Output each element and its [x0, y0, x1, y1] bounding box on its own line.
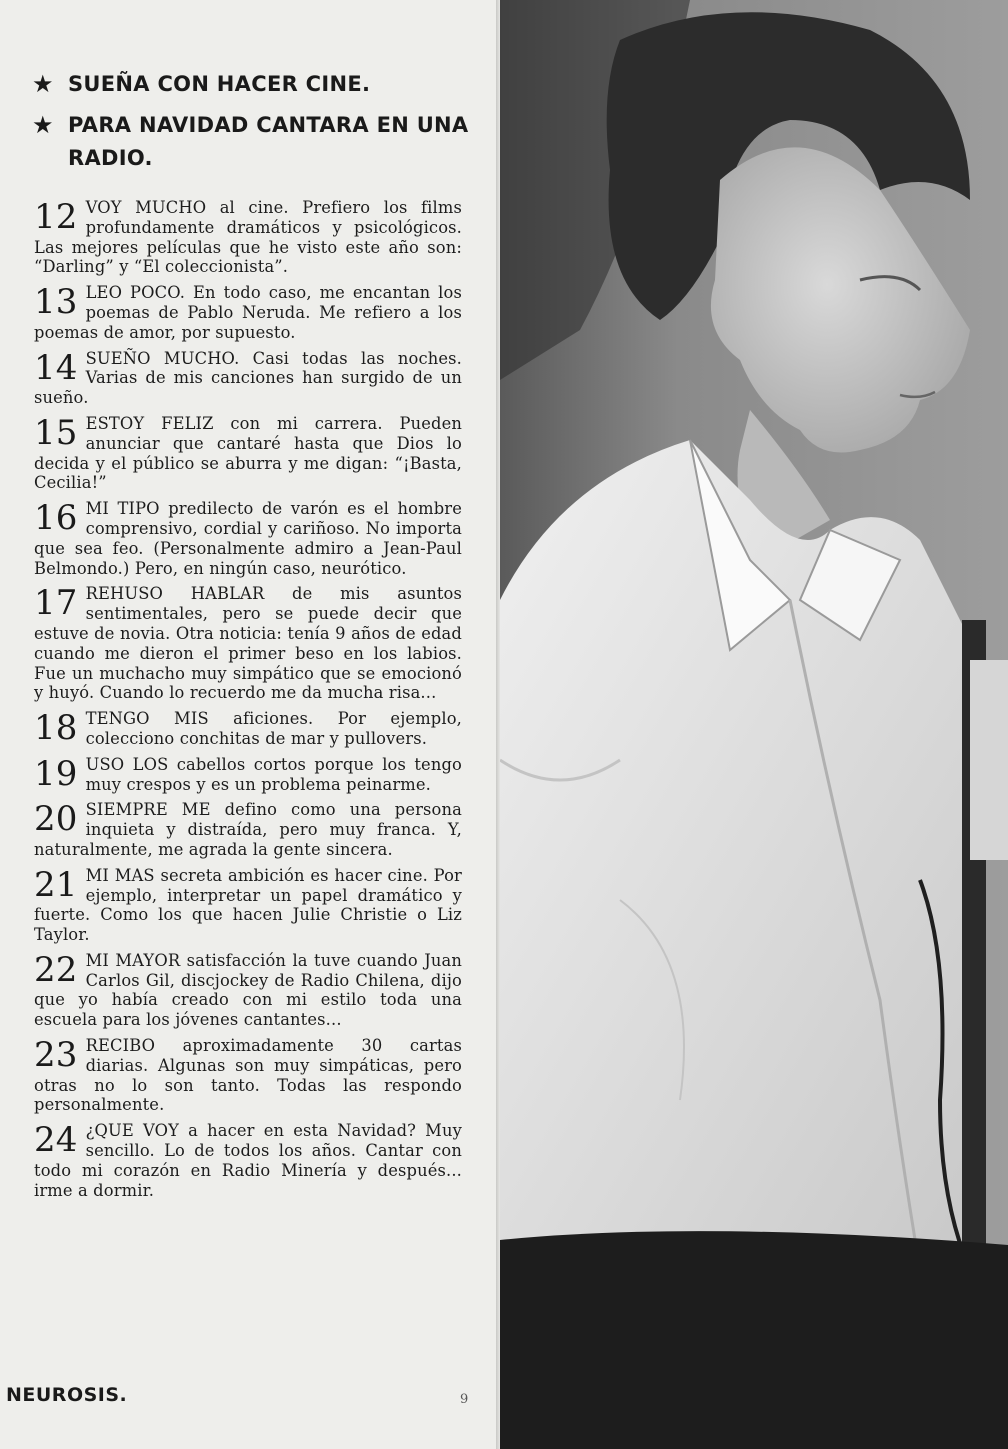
numbered-item — [34, 709, 462, 749]
numbered-items — [34, 198, 462, 1200]
item-text: RECIBO aproximadamente 30 cartas diarias. Algunas son muy simpáticas, pero otras no lo son tanto. Todas las respondo personalmente. — [34, 1036, 462, 1115]
item-number: 14 — [34, 347, 78, 388]
footer-label: NEUROSIS. — [6, 1384, 128, 1406]
item-text: ¿QUE VOY a hacer en esta Navidad? Muy sencillo. Lo de todos los años. Cantar con todo mi corazón en Radio Minería y después... irme a dormir. — [34, 1121, 462, 1200]
item-number: 20 — [34, 799, 78, 840]
numbered-item — [34, 283, 462, 342]
item-text: ESTOY FELIZ con mi carrera. Pueden anunciar que cantaré hasta que Dios lo decida y el público se aburra y me digan: “¡Basta, Cecilia!” — [34, 413, 462, 493]
numbered-item — [34, 1036, 462, 1115]
numbered-item — [34, 1121, 462, 1200]
numbered-item — [34, 866, 462, 945]
numbered-item — [34, 499, 462, 578]
item-text: TENGO MIS aficiones. Por ejemplo, colecciono conchitas de mar y pullovers. — [85, 709, 462, 748]
numbered-item — [34, 800, 462, 859]
item-number: 24 — [34, 1120, 78, 1161]
item-number: 12 — [34, 197, 78, 237]
headline-text: SUEÑA CON HACER CINE. — [68, 72, 371, 96]
numbered-item — [34, 414, 462, 493]
item-text: SUEÑO MUCHO. Casi todas las noches. Varias de mis canciones han surgido de un sueño. — [34, 348, 462, 408]
item-text: VOY MUCHO al cine. Prefiero los films profundamente dramáticos y psicológicos. Las mejores películas que he visto este año son: “Darling” y “El coleccionista”. — [34, 198, 462, 277]
item-text: SIEMPRE ME defino como una persona inquieta y distraída, pero muy franca. Y, naturalmente, me agrada la gente sincera. — [34, 800, 462, 859]
numbered-item — [34, 755, 462, 795]
star-icon: ★ — [32, 111, 54, 139]
item-number: 22 — [34, 949, 78, 990]
item-number: 18 — [34, 708, 78, 749]
item-number: 19 — [34, 753, 78, 794]
item-number: 23 — [34, 1035, 78, 1076]
item-number: 13 — [34, 282, 78, 323]
numbered-item — [34, 584, 462, 703]
portrait-photo — [500, 0, 1008, 1449]
page-number: 9 — [460, 1392, 469, 1407]
headline-2 — [32, 109, 472, 175]
numbered-item — [34, 198, 462, 277]
item-text: MI MAYOR satisfacción la tuve cuando Juan Carlos Gil, discjockey de Radio Chilena, dijo que yo había creado con mi estilo toda una escuela para los jóvenes cantantes... — [34, 950, 462, 1030]
text-column — [0, 0, 500, 1449]
item-number: 16 — [34, 498, 78, 539]
headline-1 — [32, 68, 472, 101]
headline-text: PARA NAVIDAD CANTARA EN UNA RADIO. — [68, 113, 469, 170]
numbered-item — [34, 349, 462, 408]
item-text: MI MAS secreta ambición es hacer cine. Por ejemplo, interpretar un papel dramático y fuerte. Como los que hacen Julie Christie o Liz Taylor. — [34, 865, 462, 945]
headline-list — [32, 68, 472, 183]
item-text: MI TIPO predilecto de varón es el hombre comprensivo, cordial y cariñoso. No importa que sea feo. (Personalmente admiro a Jean-Paul Belmondo.) Pero, en ningún caso, neurótico. — [34, 499, 462, 578]
numbered-item — [34, 951, 462, 1030]
item-number: 15 — [34, 412, 78, 453]
item-text: LEO POCO. En todo caso, me encantan los poemas de Pablo Neruda. Me refiero a los poemas de amor, por supuesto. — [34, 283, 462, 342]
item-number: 21 — [34, 864, 78, 905]
star-icon: ★ — [32, 70, 54, 98]
item-text: REHUSO HABLAR de mis asuntos sentimentales, pero se puede decir que estuve de novia. Otra noticia: tenía 9 años de edad cuando me dieron el primer beso en los labios. Fue un muchacho muy simpático que se emocionó y huyó. Cuando lo recuerdo me da mucha risa... — [34, 584, 462, 703]
item-text: USO LOS cabellos cortos porque los tengo muy crespos y es un problema peinarme. — [85, 754, 462, 794]
item-number: 17 — [34, 583, 78, 624]
